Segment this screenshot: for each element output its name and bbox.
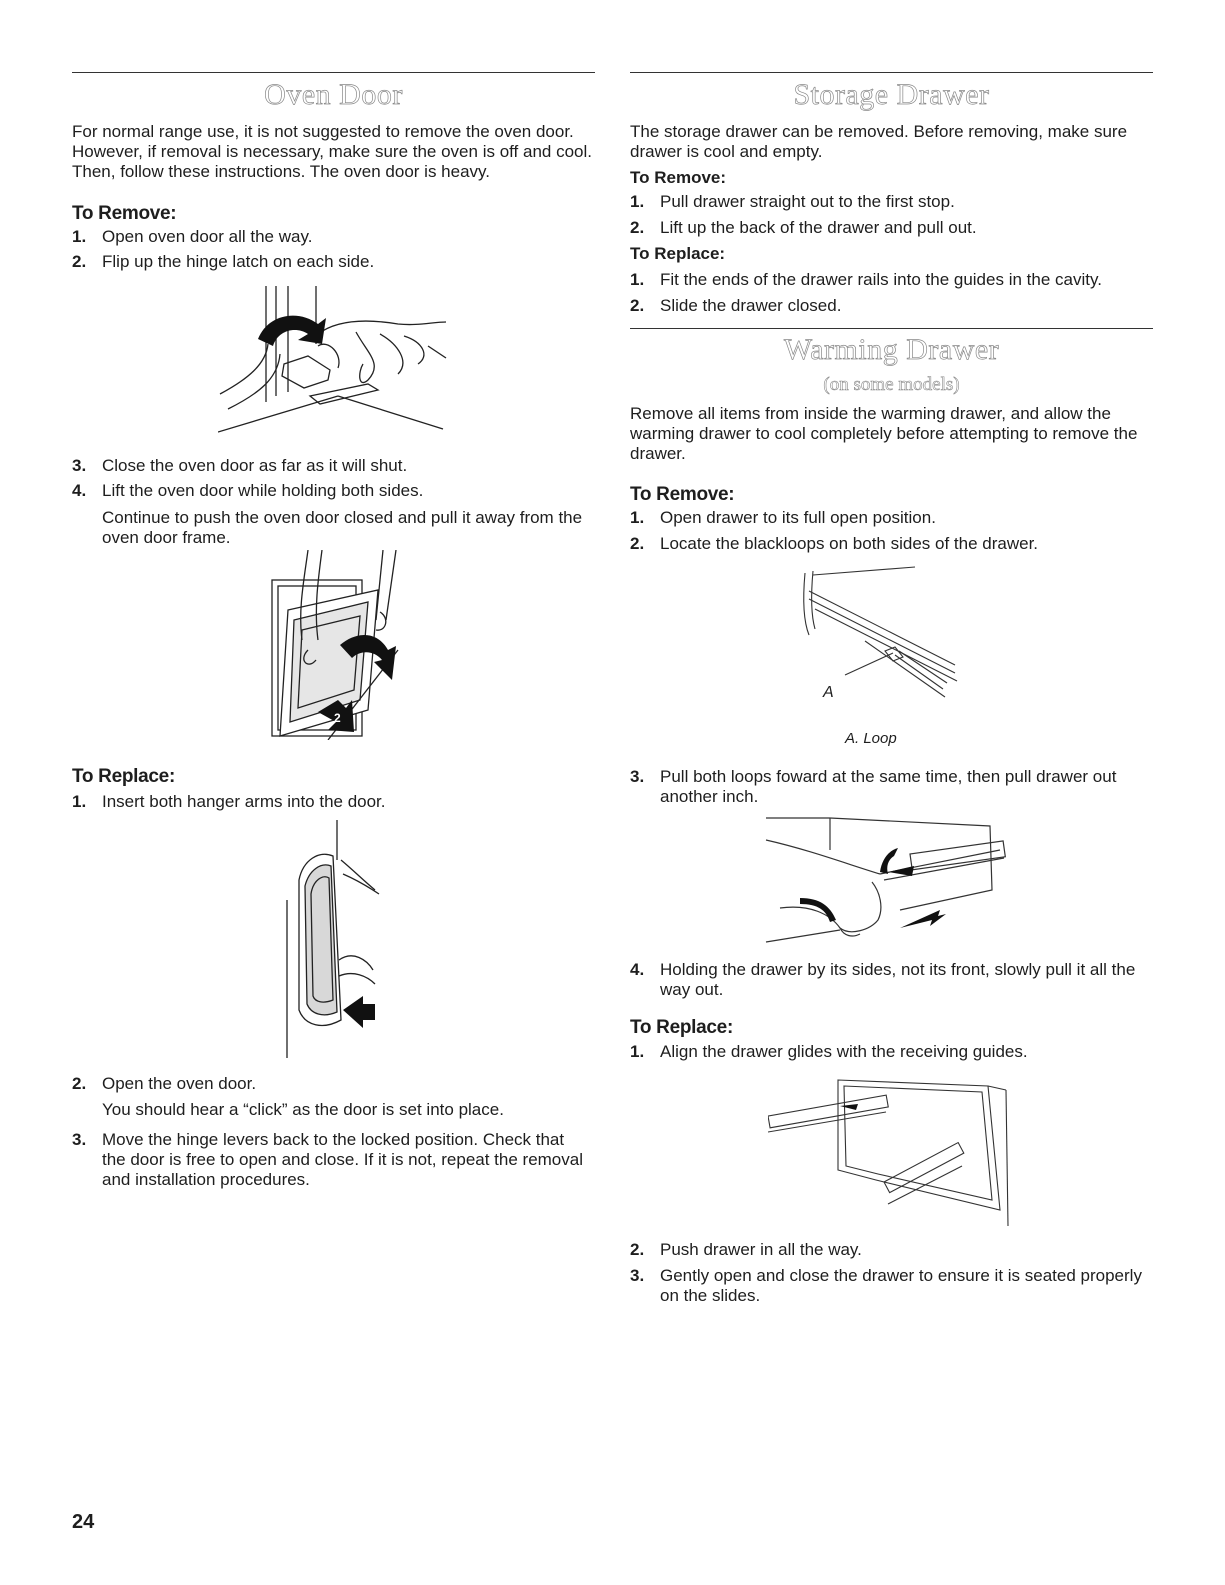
step-text: Open oven door all the way. xyxy=(102,227,313,246)
step-number: 4. xyxy=(630,960,645,979)
step-text: Close the oven door as far as it will shut. xyxy=(102,456,408,475)
step-number: 2. xyxy=(630,218,645,237)
right-top-rule xyxy=(630,72,1153,73)
hanger-arms-illustration xyxy=(283,820,383,1060)
step-number: 3. xyxy=(72,1130,87,1149)
warming-drawer-intro: Remove all items from inside the warming drawer, and allow the warming drawer to cool completely before attempting to remove the drawer. xyxy=(630,404,1138,463)
step-number: 1. xyxy=(630,508,645,527)
step-number: 2. xyxy=(630,1240,645,1259)
step-text: Open the oven door. xyxy=(102,1074,257,1093)
hinge-latch-illustration xyxy=(218,284,450,434)
oven-door-title: Oven Door xyxy=(264,78,403,111)
oven-door-replace-heading: To Replace: xyxy=(72,766,175,787)
step-text: Pull both loops foward at the same time, then pull drawer out another inch. xyxy=(660,767,1117,806)
step-text: Pull drawer straight out to the first stop. xyxy=(660,192,955,211)
step-text: Lift up the back of the drawer and pull out. xyxy=(660,218,977,237)
step-text: Push drawer in all the way. xyxy=(660,1240,862,1259)
step-number: 1. xyxy=(630,1042,645,1061)
step-text: Slide the drawer closed. xyxy=(660,296,842,315)
warming-drawer-subtitle: (on some models) xyxy=(823,374,960,395)
left-top-rule xyxy=(72,72,595,73)
step-text: Gently open and close the drawer to ensure it is seated properly on the slides. xyxy=(660,1266,1142,1305)
step-number: 1. xyxy=(72,227,87,246)
drawer-loop-illustration xyxy=(795,565,975,700)
step-number: 1. xyxy=(630,192,645,211)
warming-drawer-title: Warming Drawer xyxy=(783,333,1000,366)
pull-loops-illustration xyxy=(760,810,1015,955)
door-lift-illustration xyxy=(268,550,418,740)
storage-replace-heading: To Replace: xyxy=(630,244,726,263)
warming-replace-heading: To Replace: xyxy=(630,1017,733,1038)
oven-door-remove-heading: To Remove: xyxy=(72,203,177,224)
step-number: 2. xyxy=(630,534,645,553)
step-text: Lift the oven door while holding both sides. xyxy=(102,481,424,500)
step-text: Fit the ends of the drawer rails into the guides in the cavity. xyxy=(660,270,1102,289)
step-number: 3. xyxy=(630,767,645,786)
step-number: 3. xyxy=(630,1266,645,1285)
svg-text:1: 1 xyxy=(378,677,386,693)
step-number: 3. xyxy=(72,456,87,475)
drawer-glides-illustration xyxy=(768,1070,1013,1228)
oven-remove-step-4-note: Continue to push the oven door closed and pull it away from the oven door frame. xyxy=(102,508,583,547)
step-text: Locate the blackloops on both sides of the drawer. xyxy=(660,534,1039,553)
oven-replace-step-2-note: You should hear a “click” as the door is set into place. xyxy=(102,1100,504,1119)
step-number: 2. xyxy=(630,296,645,315)
oven-door-intro: For normal range use, it is not suggested to remove the oven door. However, if removal is necessary, make sure the oven is off and cool. Then, follow these instructions. The oven door is heavy. xyxy=(72,122,593,181)
storage-drawer-intro: The storage drawer can be removed. Before removing, make sure drawer is cool and empty. xyxy=(630,122,1128,161)
svg-text:2: 2 xyxy=(334,711,341,725)
step-number: 1. xyxy=(72,792,87,811)
page-number: 24 xyxy=(72,1511,95,1533)
step-number: 2. xyxy=(72,1074,87,1093)
step-number: 4. xyxy=(72,481,87,500)
step-text: Insert both hanger arms into the door. xyxy=(102,792,386,811)
warming-remove-heading: To Remove: xyxy=(630,484,735,505)
figure-label-a: A xyxy=(823,684,834,700)
step-number: 2. xyxy=(72,252,87,271)
step-text: Open drawer to its full open position. xyxy=(660,508,936,527)
storage-remove-heading: To Remove: xyxy=(630,168,727,187)
step-text: Holding the drawer by its sides, not its front, slowly pull it all the way out. xyxy=(660,960,1136,999)
warming-drawer-rule xyxy=(630,328,1153,329)
step-text: Move the hinge levers back to the locked position. Check that the door is free to open and close. If it is not, repeat the removal and installation procedures. xyxy=(102,1130,583,1189)
storage-drawer-title: Storage Drawer xyxy=(793,78,990,111)
step-text: Flip up the hinge latch on each side. xyxy=(102,252,375,271)
step-number: 1. xyxy=(630,270,645,289)
figure-caption: A. Loop xyxy=(845,730,897,747)
step-text: Align the drawer glides with the receiving guides. xyxy=(660,1042,1028,1061)
